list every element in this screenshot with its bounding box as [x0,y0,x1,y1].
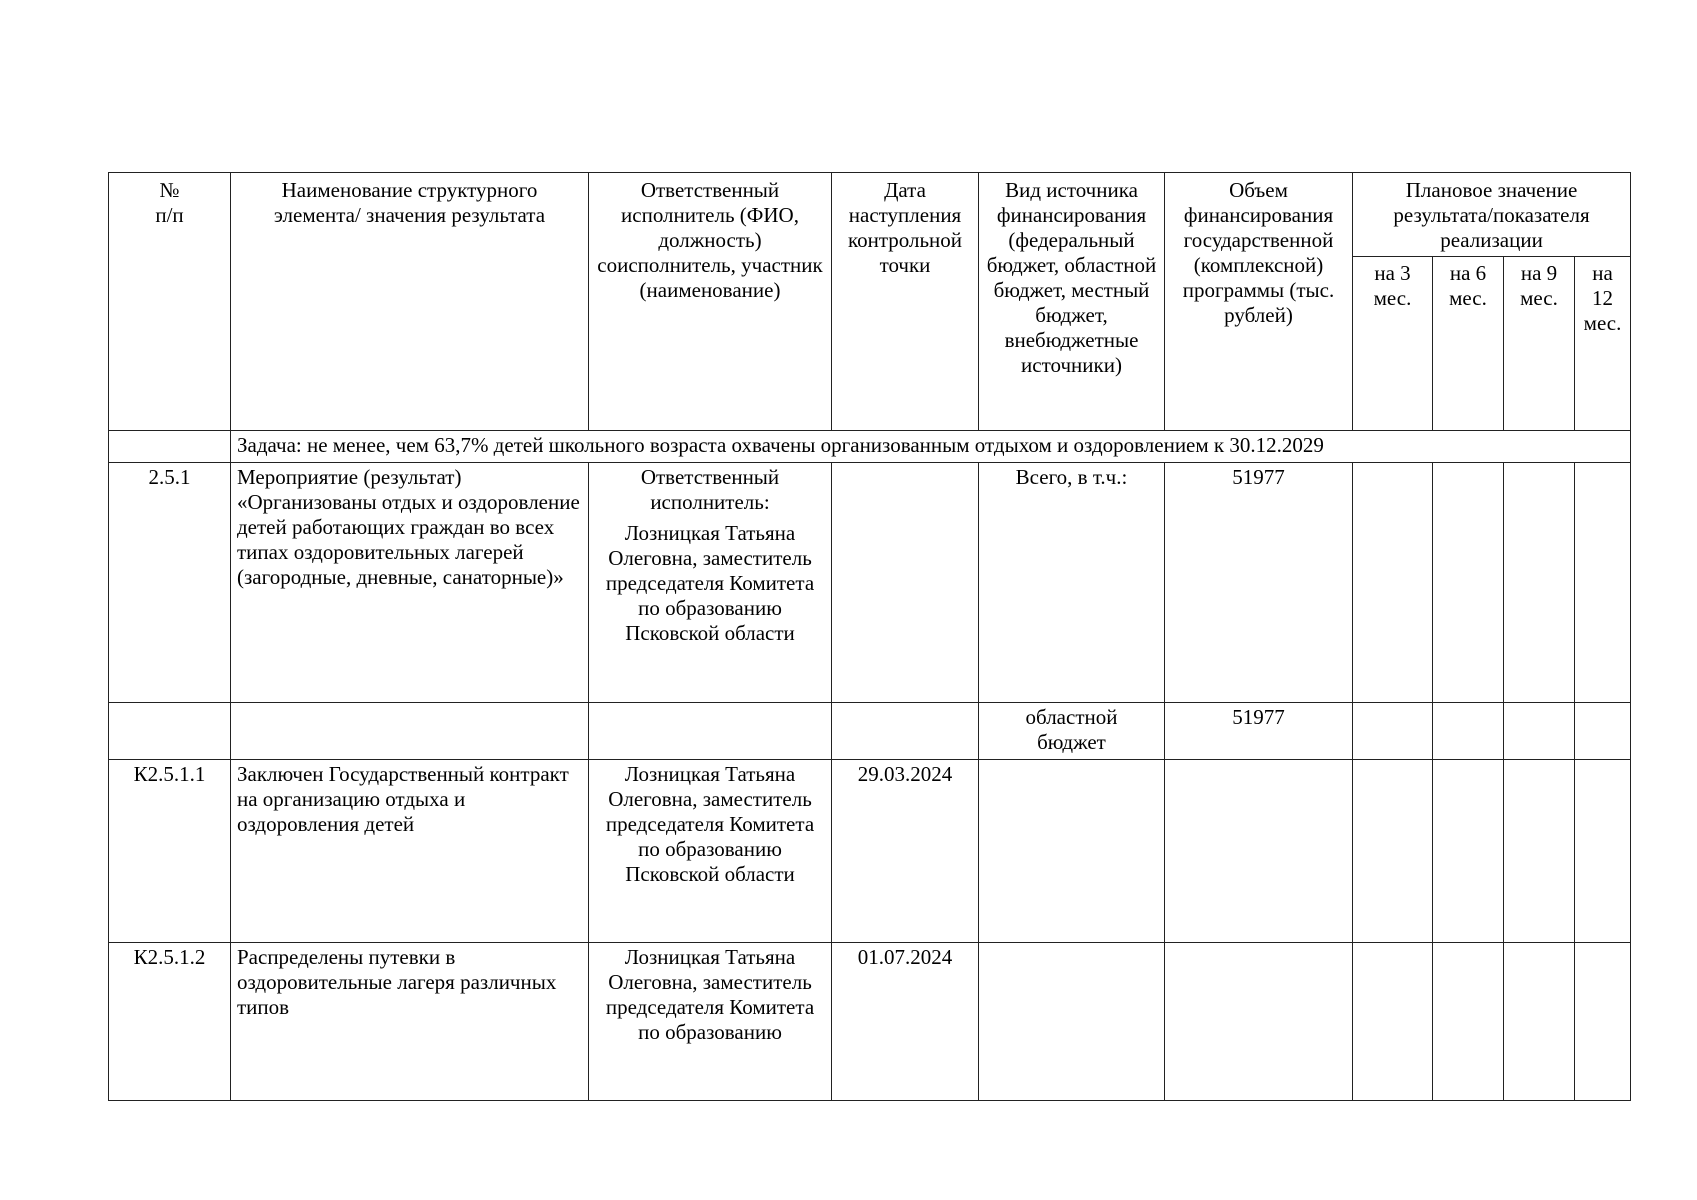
row-num: К2.5.1.2 [109,943,231,1101]
header-responsible: Ответственный исполнитель (ФИО, должность) соисполнитель, участник (наименование) [589,173,832,431]
row-responsible: Лозницкая Татьяна Олеговна, заместитель председателя Комитета по образованию [589,943,832,1101]
table-row [109,760,1631,943]
row-volume [1165,760,1353,943]
row-m12 [1575,703,1631,760]
row-date: 29.03.2024 [832,760,979,943]
row-m12 [1575,943,1631,1101]
row-volume: 51977 [1165,463,1353,703]
header-m6: на 6 мес. [1433,257,1504,431]
row-source: Всего, в т.ч.: [979,463,1165,703]
row-m3 [1353,463,1433,703]
header-m3: на 3 мес. [1353,257,1433,431]
row-responsible [589,463,832,703]
row-responsible-label: Ответственный исполнитель: [640,465,780,514]
row-m3 [1353,943,1433,1101]
task-text: Задача: не менее, чем 63,7% детей школьного возраста охвачены организованным отдыхом и оздоровлением к 30.12.2029 [231,431,1631,463]
row-date [832,463,979,703]
row-m9 [1504,943,1575,1101]
row-m6 [1433,943,1504,1101]
row-m3 [1353,760,1433,943]
row-m3 [1353,703,1433,760]
header-m12: на 12 мес. [1575,257,1631,431]
header-volume: Объем финансирования государственной (комплексной) программы (тыс. рублей) [1165,173,1353,431]
row-m6 [1433,760,1504,943]
header-m9: на 9 мес. [1504,257,1575,431]
row-m12 [1575,760,1631,943]
row-responsible: Лозницкая Татьяна Олеговна, заместитель председателя Комитета по образованию Псковской области [589,760,832,943]
row-name: Мероприятие (результат) «Организованы отдых и оздоровление детей работающих граждан во всех типах оздоровительных лагерей (загородные, дневные, санаторные)» [231,463,589,703]
row-responsible [589,703,832,760]
table-row [109,943,1631,1101]
row-name: Распределены путевки в оздоровительные лагеря различных типов [231,943,589,1101]
task-num-cell [109,431,231,463]
row-name: Заключен Государственный контракт на организацию отдыха и оздоровления детей [231,760,589,943]
row-m6 [1433,703,1504,760]
row-responsible-text: Лозницкая Татьяна Олеговна, заместитель председателя Комитета по образованию Псковской области [605,521,815,645]
program-table [108,172,1631,1101]
header-source: Вид источника финансирования (федеральный бюджет, областной бюджет, местный бюджет, внебюджетные источники) [979,173,1165,431]
row-m12 [1575,463,1631,703]
row-m9 [1504,760,1575,943]
header-row [109,173,1631,257]
header-num: № п/п [109,173,231,431]
row-date: 01.07.2024 [832,943,979,1101]
row-name [231,703,589,760]
row-num [109,703,231,760]
row-num: 2.5.1 [109,463,231,703]
row-m9 [1504,463,1575,703]
row-source [979,760,1165,943]
row-date [832,703,979,760]
row-volume: 51977 [1165,703,1353,760]
row-m6 [1433,463,1504,703]
table-row [109,703,1631,760]
row-volume [1165,943,1353,1101]
row-m9 [1504,703,1575,760]
row-num: К2.5.1.1 [109,760,231,943]
header-plan: Плановое значение результата/показателя реализации [1353,173,1631,257]
row-source [979,943,1165,1101]
table-row [109,463,1631,703]
task-row [109,431,1631,463]
row-source: областной бюджет [979,703,1165,760]
header-name: Наименование структурного элемента/ значения результата [231,173,589,431]
header-date: Дата наступления контрольной точки [832,173,979,431]
